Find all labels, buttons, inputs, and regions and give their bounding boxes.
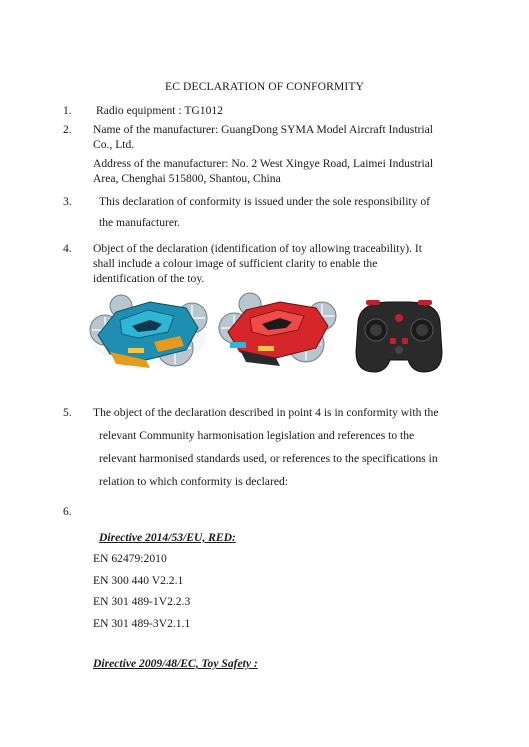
standard-line: EN 301 489-1V2.2.3 <box>93 595 191 608</box>
item-2-line-4: Area, Chenghai 515800, Shantou, China <box>93 172 281 185</box>
directive-red-heading: Directive 2014/53/EU, RED: <box>99 531 236 544</box>
item-2-line-2: Co., Ltd. <box>93 138 135 151</box>
item-1-number: 1. <box>63 104 72 117</box>
item-4-number: 4. <box>63 242 72 255</box>
standard-line: EN 301 489-3V2.1.1 <box>93 617 191 630</box>
product-images <box>88 290 443 380</box>
item-4-line-3: identification of the toy. <box>93 272 205 285</box>
blue-stunt-car-image <box>90 295 207 368</box>
document-title: EC DECLARATION OF CONFORMITY <box>165 80 364 93</box>
item-1-text: Radio equipment : TG1012 <box>96 104 223 117</box>
item-5-number: 5. <box>63 406 72 419</box>
item-5-line-2: relevant Community harmonisation legislation and references to the <box>99 429 415 442</box>
item-2-number: 2. <box>63 123 72 136</box>
item-5-line-1: The object of the declaration described in point 4 is in conformity with the <box>93 406 439 419</box>
item-5-line-4: relation to which conformity is declared: <box>99 475 288 488</box>
item-4-line-1: Object of the declaration (identification of toy allowing traceability). It <box>93 242 423 255</box>
item-2-line-3: Address of the manufacturer: No. 2 West Xingye Road, Laimei Industrial <box>93 157 434 170</box>
standard-line: EN 62479:2010 <box>93 552 167 565</box>
standard-line: EN 300 440 V2.2.1 <box>93 574 184 587</box>
item-4-line-2: shall include a colour image of sufficient clarity to enable the <box>93 257 378 270</box>
red-stunt-car-image <box>219 293 336 366</box>
item-3-line-2: the manufacturer. <box>99 216 181 229</box>
item-6-number: 6. <box>63 505 72 518</box>
item-2-line-1: Name of the manufacturer: GuangDong SYMA Model Aircraft Industrial <box>93 123 433 136</box>
remote-controller-image <box>356 300 442 372</box>
item-5-line-3: relevant harmonised standards used, or references to the specifications in <box>99 452 438 465</box>
item-3-number: 3. <box>63 195 72 208</box>
item-3-line-1: This declaration of conformity is issued under the sole responsibility of <box>99 195 430 208</box>
directive-toy-safety-heading: Directive 2009/48/EC, Toy Safety : <box>93 657 258 670</box>
